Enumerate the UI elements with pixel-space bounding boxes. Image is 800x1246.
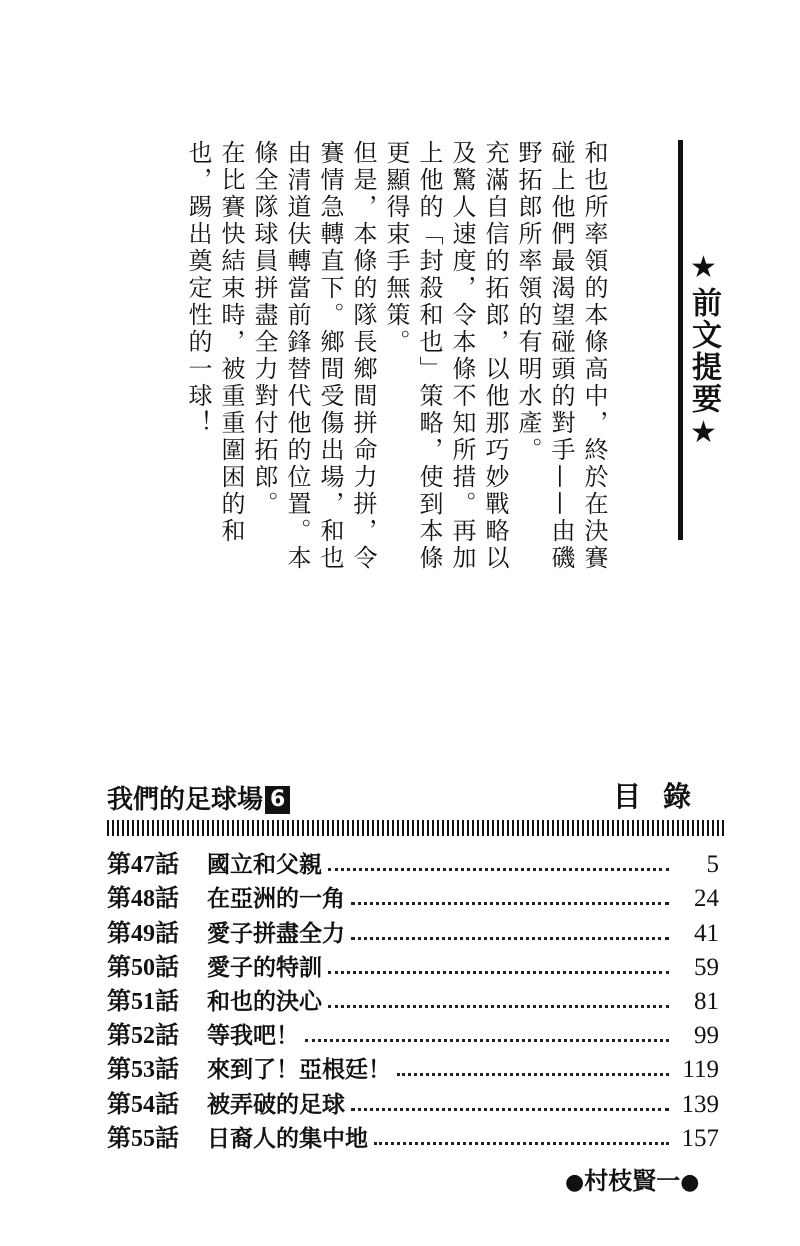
summary-paragraph: 但是，本條的隊長鄉間拼命力拼，令賽情急轉直下。鄉間受傷出場，和也由清道伕轉當前鋒替代他的位置。本條全隊球員拼盡全力對付拓郎。 bbox=[250, 140, 377, 572]
leader-dots bbox=[351, 937, 669, 940]
toc-entry[interactable] bbox=[107, 1016, 719, 1050]
toc-entry[interactable] bbox=[107, 948, 719, 982]
chapter-number: 第55話 bbox=[107, 1125, 179, 1152]
leader-dots bbox=[374, 1142, 669, 1145]
summary-text bbox=[184, 140, 610, 580]
chapter-title: 愛子的特訓 bbox=[207, 954, 322, 981]
chapter-title: 被弄破的足球 bbox=[207, 1091, 345, 1118]
chapter-page: 41 bbox=[694, 919, 719, 947]
chapter-number: 第51話 bbox=[107, 988, 179, 1015]
summary-paragraph: 和也所率領的本條高中，終於在決賽碰上他們最渴望碰頭的對手——由磯野拓郎所率領的有明水產。 bbox=[514, 140, 608, 572]
book-title-text: 我們的足球場 bbox=[107, 785, 264, 815]
book-title bbox=[107, 779, 290, 816]
chapter-page: 5 bbox=[706, 851, 719, 879]
summary-paragraph: 在比賽快結束時，被重重圍困的和也，踢出奠定性的一球！ bbox=[184, 140, 245, 545]
leader-dots bbox=[328, 1005, 669, 1008]
toc-entry[interactable] bbox=[107, 1050, 719, 1084]
toc-entry[interactable] bbox=[107, 845, 719, 879]
chapter-title: 和也的決心 bbox=[207, 988, 322, 1015]
chapter-page: 139 bbox=[681, 1090, 719, 1118]
chapter-title: 等我吧！ bbox=[207, 1023, 299, 1050]
chapter-page: 157 bbox=[681, 1124, 719, 1152]
chapter-number: 第54話 bbox=[107, 1091, 179, 1118]
bullet-icon: ● bbox=[565, 1170, 585, 1195]
chapter-page: 24 bbox=[694, 885, 719, 913]
chapter-title: 來到了！亞根廷！ bbox=[207, 1057, 391, 1084]
leader-dots bbox=[305, 1039, 669, 1042]
chapter-title: 國立和父親 bbox=[207, 852, 322, 879]
chapter-title: 日裔人的集中地 bbox=[207, 1125, 368, 1152]
summary-title: ★前文提要★ bbox=[686, 250, 721, 452]
toc-header bbox=[107, 775, 719, 815]
bullet-icon: ● bbox=[680, 1170, 700, 1195]
chapter-number: 第50話 bbox=[107, 954, 179, 981]
leader-dots bbox=[351, 1108, 669, 1111]
toc-entry[interactable] bbox=[107, 1084, 719, 1118]
chapter-number: 第48話 bbox=[107, 886, 179, 913]
chapter-page: 99 bbox=[694, 1022, 719, 1050]
leader-dots bbox=[351, 902, 669, 905]
toc-divider bbox=[107, 820, 725, 836]
summary-paragraph: 充滿自信的拓郎，以他那巧妙戰略以及驚人速度，令本條不知所措。再加上他的「封殺和也」策略，使到本條更顯得束手無策。 bbox=[382, 140, 509, 572]
author-credit bbox=[565, 1161, 699, 1196]
toc-label: 目錄 bbox=[612, 780, 713, 813]
chapter-title: 愛子拼盡全力 bbox=[207, 920, 345, 947]
chapter-number: 第49話 bbox=[107, 920, 179, 947]
chapter-number: 第52話 bbox=[107, 1023, 179, 1050]
toc-list bbox=[107, 845, 719, 1153]
chapter-page: 59 bbox=[694, 953, 719, 981]
chapter-number: 第47話 bbox=[107, 852, 179, 879]
chapter-page: 119 bbox=[682, 1056, 719, 1084]
chapter-title: 在亞洲的一角 bbox=[207, 886, 345, 913]
toc-entry[interactable] bbox=[107, 879, 719, 913]
author-name: 村枝賢一 bbox=[584, 1167, 681, 1195]
volume-badge: 6 bbox=[265, 786, 290, 814]
leader-dots bbox=[328, 868, 669, 871]
toc-entry[interactable] bbox=[107, 982, 719, 1016]
toc-entry[interactable] bbox=[107, 913, 719, 947]
chapter-page: 81 bbox=[694, 987, 719, 1015]
leader-dots bbox=[328, 971, 669, 974]
toc-entry[interactable] bbox=[107, 1119, 719, 1153]
leader-dots bbox=[397, 1073, 669, 1076]
chapter-number: 第53話 bbox=[107, 1057, 179, 1084]
summary-heading bbox=[678, 140, 722, 540]
